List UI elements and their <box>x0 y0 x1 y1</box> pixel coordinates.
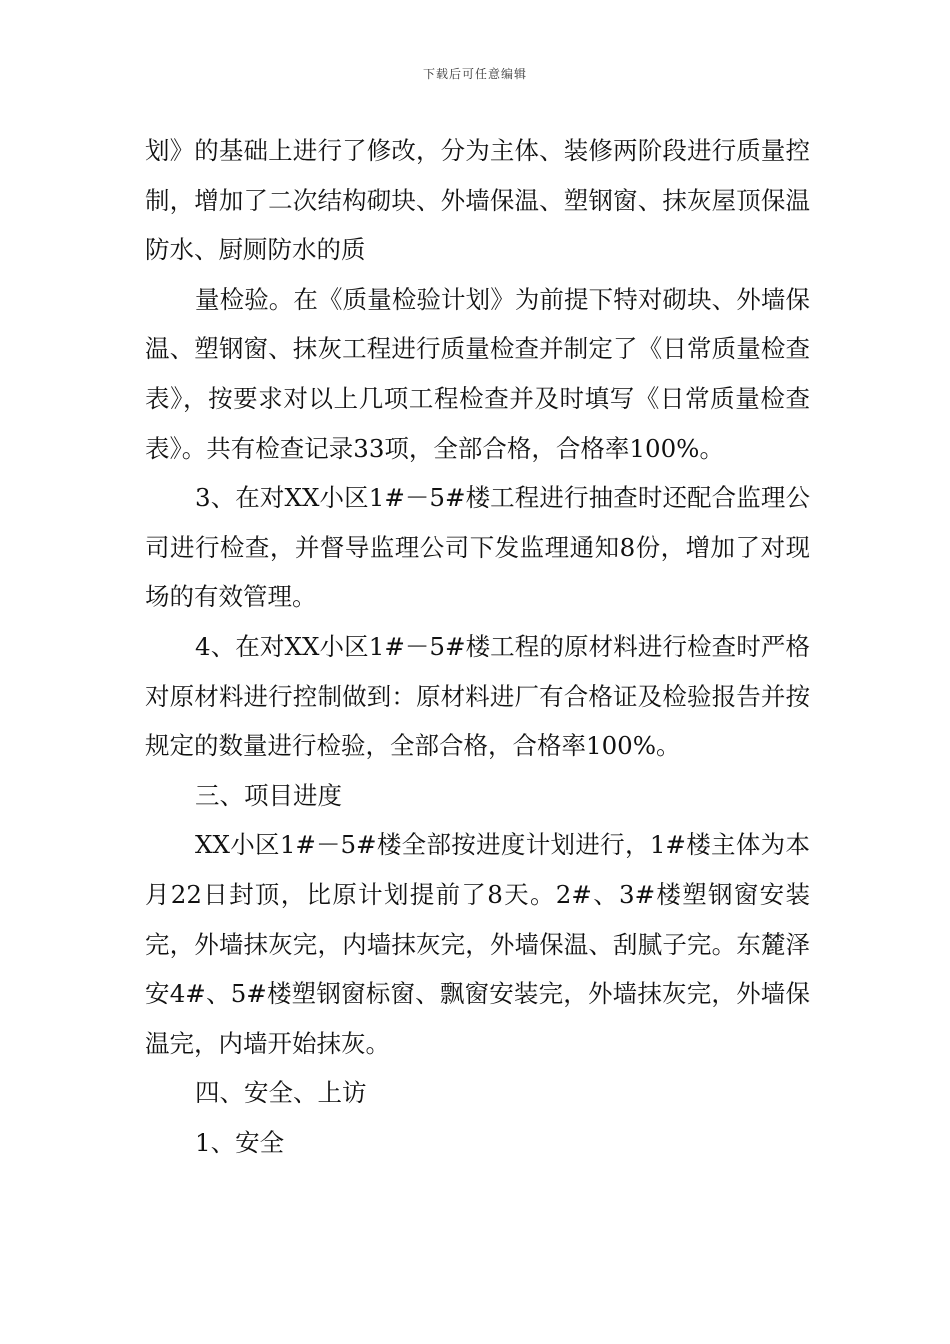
document-body <box>145 126 810 1167</box>
paragraph-item-4: 4、在对XX小区1#－5#楼工程的原材料进行检查时严格对原材料进行控制做到：原材料进厂有合格证及检验报告并按规定的数量进行检验，全部合格，合格率100%。 <box>145 631 810 761</box>
section-heading-safety: 四、安全、上访 <box>195 1078 367 1108</box>
subsection-heading-safety: 1、安全 <box>195 1127 285 1157</box>
paragraph-quality-inspection: 量检验。在《质量检验计划》为前提下特对砌块、外墙保温、塑钢窗、抹灰工程进行质量检查并制定了《日常质量检查表》，按要求对以上几项工程检查并及时填写《日常质量检查表》。共有检查记录33项，全部合格，合格率100%。 <box>145 284 810 463</box>
section-heading-progress: 三、项目进度 <box>195 780 342 810</box>
paragraph-item-3: 3、在对XX小区1#－5#楼工程进行抽查时还配合监理公司进行检查，并督导监理公司下发监理通知8份，增加了对现场的有效管理。 <box>145 483 810 612</box>
page-header: 下载后可任意编辑 <box>422 67 527 81</box>
paragraph-progress: XX小区1#－5#楼全部按进度计划进行，1#楼主体为本月22日封顶，比原计划提前了8天。2#、3#楼塑钢窗安装完，外墙抹灰完，内墙抹灰完，外墙保温、刮腻子完。东麓泽安4#、5#楼塑钢窗标窗、飘窗安装完，外墙抹灰完，外墙保温完，内墙开始抹灰。 <box>145 830 810 1058</box>
paragraph-quality-plan-continued: 划》的基础上进行了修改，分为主体、装修两阶段进行质量控制，增加了二次结构砌块、外墙保温、塑钢窗、抹灰屋顶保温防水、厨厕防水的质 <box>145 136 810 265</box>
